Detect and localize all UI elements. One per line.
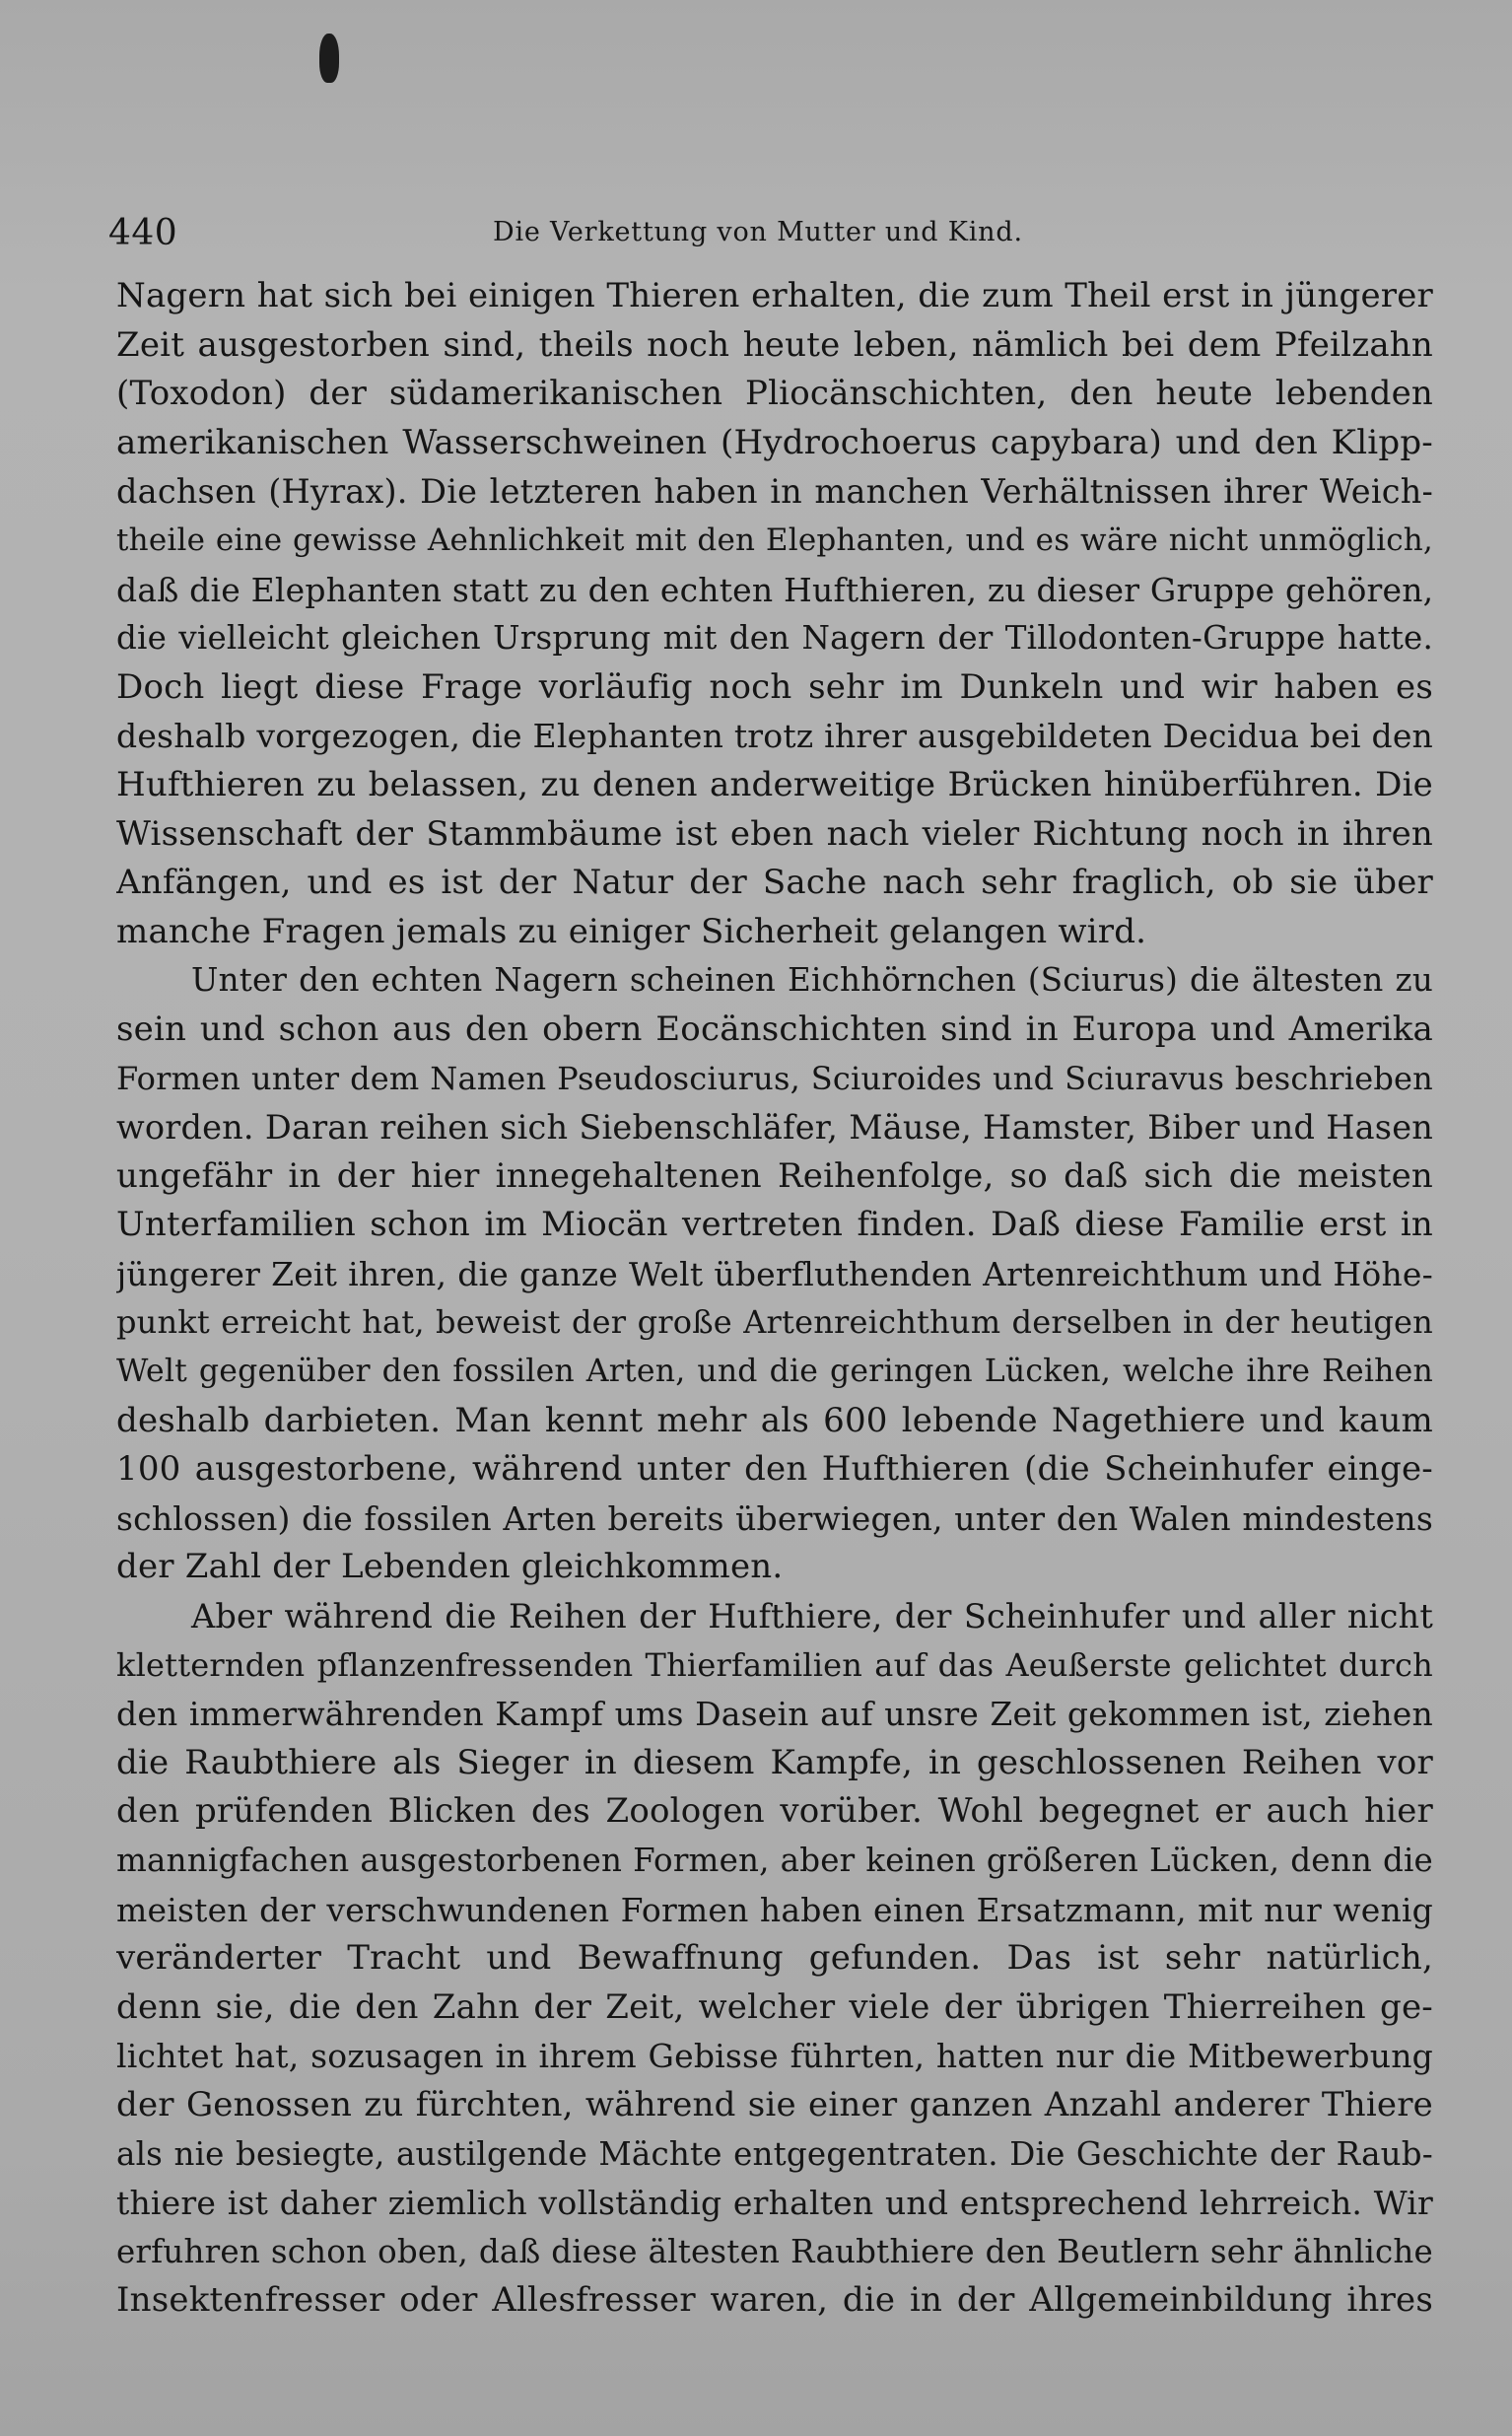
page-number: 440 (108, 213, 178, 253)
text-line: lichtet hat, sozusagen in ihrem Gebisse führten, hatten nur die Mitbewerbung (116, 2037, 1433, 2076)
text-line: amerikanischen Wasserschweinen (Hydrochoerus capybara) und den Klipp- (116, 422, 1433, 462)
text-line: worden. Daran reihen sich Siebenschläfer, Mäuse, Hamster, Biber und Hasen (116, 1108, 1433, 1148)
text-line: die vielleicht gleichen Ursprung mit den Nagern der Tillodonten-Gruppe hatte. (116, 619, 1433, 658)
text-line: Insektenfresser oder Allesfresser waren, die in der Allgemeinbildung ihres (116, 2280, 1433, 2321)
text-line: Hufthieren zu belassen, zu denen anderweitige Brücken hinüberführen. Die (116, 764, 1433, 804)
text-line: ungefähr in der hier innegehaltenen Reihenfolge, so daß sich die meisten (116, 1155, 1433, 1196)
text-line: den prüfenden Blicken des Zoologen vorüber. Wohl begegnet er auch hier (116, 1791, 1433, 1832)
body-text (116, 272, 1433, 2326)
text-line: erfuhren schon oben, daß diese ältesten Raubthiere den Beutlern sehr ähnliche (116, 2232, 1433, 2270)
text-line: Aber während die Reihen der Hufthiere, der Scheinhufer und aller nicht (191, 1597, 1433, 1636)
ink-blot (319, 34, 339, 83)
text-line: Doch liegt diese Frage vorläufig noch sehr im Dunkeln und wir haben es (116, 666, 1433, 707)
running-head: Die Verkettung von Mutter und Kind. (493, 217, 1023, 247)
text-line: Zeit ausgestorben sind, theils noch heute leben, nämlich bei dem Pfeilzahn (116, 324, 1433, 365)
text-line: mannigfachen ausgestorbenen Formen, aber keinen größeren Lücken, denn die (116, 1842, 1433, 1879)
text-line: manche Fragen jemals zu einiger Sicherheit gelangen wird. (116, 911, 1147, 951)
text-line: deshalb darbieten. Man kennt mehr als 600 lebende Nagethiere und kaum (116, 1400, 1433, 1440)
text-line: die Raubthiere als Sieger in diesem Kampfe, in geschlossenen Reihen vor (116, 1742, 1433, 1782)
text-line: als nie besiegte, austilgende Mächte entgegentraten. Die Geschichte der Raub- (116, 2134, 1433, 2173)
text-line: Anfängen, und es ist der Natur der Sache nach sehr fraglich, ob sie über (116, 863, 1433, 903)
text-line: kletternden pflanzenfressenden Thierfamilien auf das Aeußerste gelichtet durch (116, 1645, 1433, 1684)
text-line: schlossen) die fossilen Arten bereits überwiegen, unter den Walen mindestens (116, 1498, 1433, 1538)
text-line: veränderter Tracht und Bewaffnung gefunden. Das ist sehr natürlich, (116, 1938, 1433, 1979)
page-header (108, 203, 1439, 262)
text-line: jüngerer Zeit ihren, die ganze Welt überfluthenden Artenreichthum und Höhe- (116, 1254, 1433, 1293)
text-line: thiere ist daher ziemlich vollständig erhalten und entsprechend lehrreich. Wir (116, 2184, 1433, 2223)
text-line: dachsen (Hyrax). Die letzteren haben in manchen Verhältnissen ihrer Weich- (116, 472, 1433, 512)
text-line: den immerwährenden Kampf ums Dasein auf unsre Zeit gekommen ist, ziehen (116, 1695, 1433, 1734)
text-line: daß die Elephanten statt zu den echten Hufthieren, zu dieser Gruppe gehören, (116, 570, 1433, 609)
text-line: denn sie, die den Zahn der Zeit, welcher viele der übrigen Thierreihen ge- (116, 1986, 1433, 2027)
text-line: 100 ausgestorbene, während unter den Hufthieren (die Scheinhufer einge- (116, 1449, 1433, 1490)
text-line: sein und schon aus den obern Eocänschichten sind in Europa und Amerika (116, 1009, 1433, 1049)
text-line: theile eine gewisse Aehnlichkeit mit den Elephanten, und es wäre nicht unmöglich, (116, 522, 1433, 558)
text-line: Formen unter dem Namen Pseudosciurus, Sciuroides und Sciuravus beschrieben (116, 1059, 1433, 1097)
text-line: Nagern hat sich bei einigen Thieren erhalten, die zum Theil erst in jüngerer (116, 276, 1433, 315)
text-line: Wissenschaft der Stammbäume ist eben nach vieler Richtung noch in ihren (116, 813, 1433, 854)
text-line: Unterfamilien schon im Miocän vertreten finden. Daß diese Familie erst in (116, 1205, 1433, 1245)
text-line: deshalb vorgezogen, die Elephanten trotz ihrer ausgebildeten Decidua bei den (116, 717, 1433, 756)
text-line: meisten der verschwundenen Formen haben einen Ersatzmann, mit nur wenig (116, 1890, 1433, 1929)
text-line: Welt gegenüber den fossilen Arten, und die geringen Lücken, welche ihre Reihen (116, 1354, 1433, 1390)
text-line: Unter den echten Nagern scheinen Eichhörnchen (Sciurus) die ältesten zu (191, 961, 1433, 1000)
text-line: (Toxodon) der südamerikanischen Pliocänschichten, den heute lebenden (116, 374, 1433, 414)
text-line: der Zahl der Lebenden gleichkommen. (116, 1547, 784, 1587)
text-line: der Genossen zu fürchten, während sie einer ganzen Anzahl anderer Thiere (116, 2084, 1433, 2124)
text-line: punkt erreicht hat, beweist der große Artenreichthum derselben in der heutigen (116, 1303, 1433, 1342)
